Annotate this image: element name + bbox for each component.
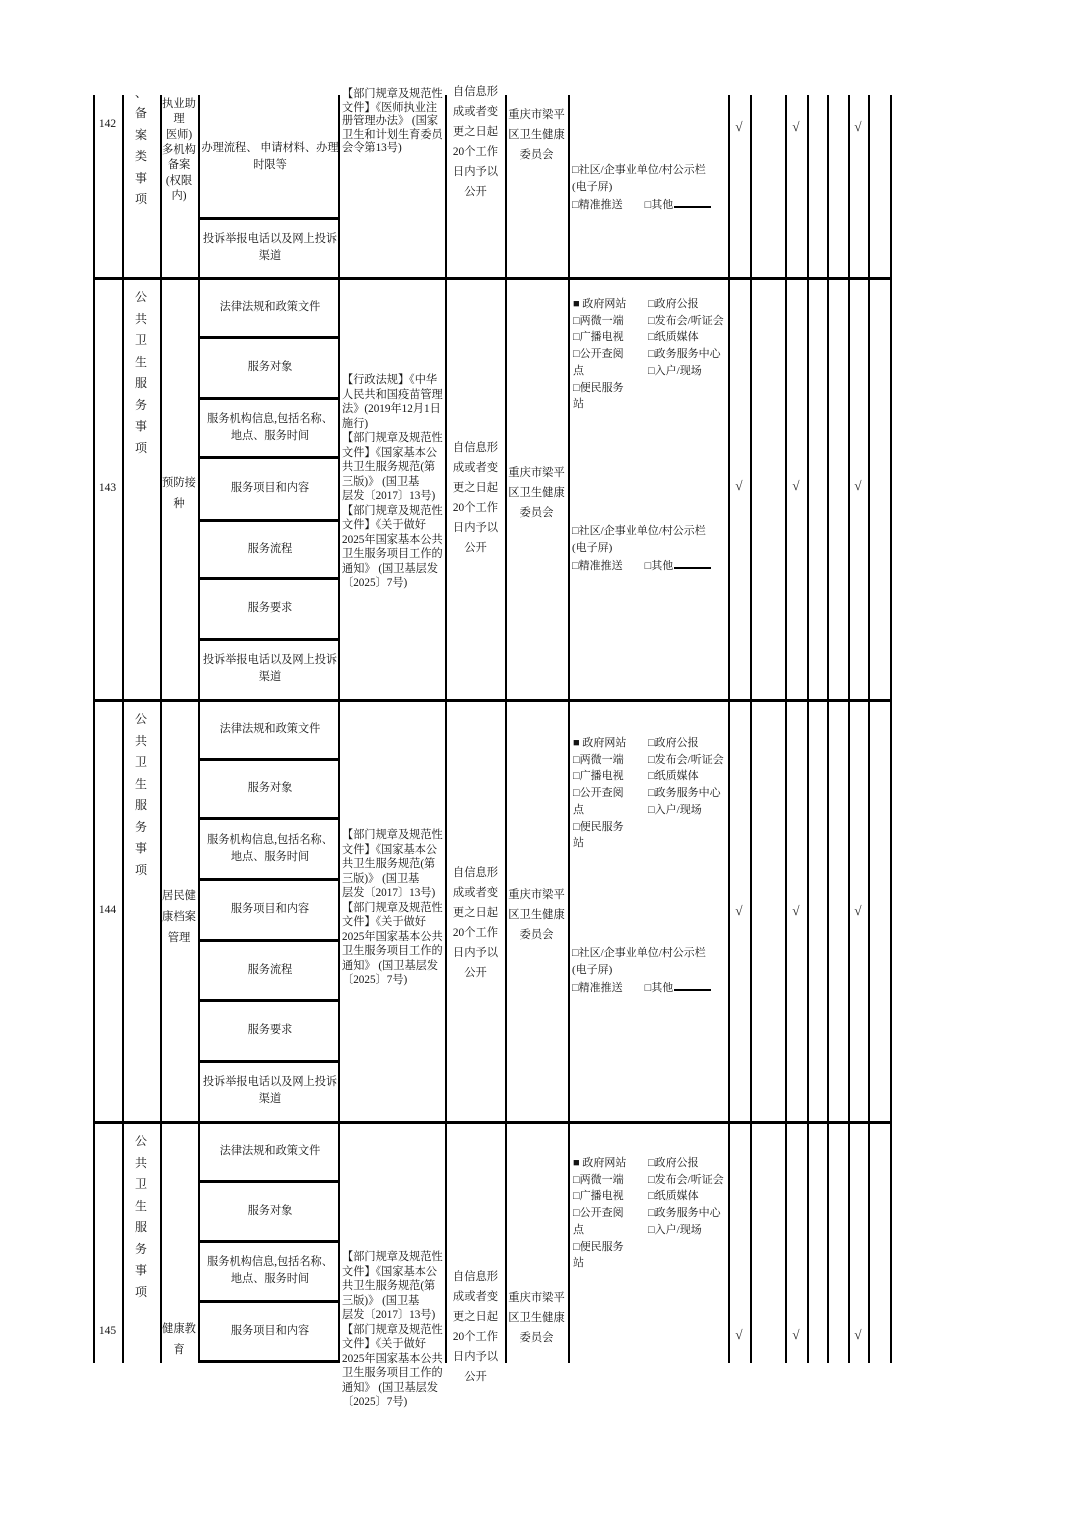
channel-option: □精准推送 [572,199,623,212]
legal-basis-line: 层发〔2017〕13号) [342,887,436,899]
timing-line: 更之日起 [452,907,499,919]
item-name-line: 理 [173,113,185,126]
channel-option: 站 [573,1257,584,1270]
category-char: 务 [134,1241,147,1256]
category-char: 生 [134,354,147,369]
column-border [827,278,829,699]
content-line: 服务流程 [247,963,293,976]
timing-line: 自信息形 [452,867,499,879]
column-border [868,95,870,277]
timing-line: 成或者变 [452,1291,499,1303]
content-line: 服务流程 [247,542,293,555]
channel-option: □政务服务中心 [648,348,721,361]
category-char: 卫 [134,755,147,769]
timing-line: 公开 [464,1371,487,1383]
row-number-cell: 143 [98,482,117,494]
channel-option: ■ 政府网站 [573,737,627,749]
org-line: 重庆市梁平 [508,109,565,121]
category-char: 类 [134,149,147,163]
timing-line: 更之日起 [452,1311,499,1323]
content-line: 服务对象 [247,361,293,373]
content-line: 办理流程、 申请材料、办理 [201,141,339,154]
legal-basis-line: 【部门规章及规范性 [342,901,443,914]
channel-option: □政府公报 [648,298,699,310]
content-cell [200,818,340,879]
channel-option: □其他 [644,560,674,573]
column-border [890,700,892,1121]
responsible-org-cell [506,885,567,945]
legal-basis-line: 【部门规章及规范性 [342,432,443,444]
content-line: 渠道 [258,249,282,262]
legal-basis-line: 【部门规章及规范性 [342,88,443,100]
channel-option: □发布会/听证会 [648,1173,724,1186]
legal-basis-line: 三版)》 (国卫基 [342,475,420,488]
channel-option: □政务服务中心 [648,1207,721,1220]
legal-basis-line: 卫生和计划生育委员 [342,128,443,141]
channel-option: □两微一端 [573,753,624,766]
legal-basis-line: 【行政法规】《中华 [342,374,438,386]
channel-options-right [648,1155,728,1239]
channel-option: □两微一端 [573,314,624,327]
item-name-line: 健康教 [162,1323,196,1335]
legal-basis-line: 〔2025〕7号) [342,974,408,986]
column-border [750,700,752,1121]
channel-option: □纸质媒体 [648,770,699,783]
content-cell [200,1241,340,1301]
channel-option: 点 [573,364,584,377]
org-line: 委员会 [519,929,554,941]
legal-basis-line: 三版)》 (国卫基 [342,1294,420,1307]
channels-bottom-group [572,523,729,576]
legal-basis-line: 会令第13号) [342,142,402,154]
channel-option: (电子屏) [572,181,613,194]
row-number-cell: 144 [98,904,117,916]
timing-line: 20个工作 [452,146,499,158]
category-char: 项 [134,1284,147,1299]
legal-basis-line: 文件】《国家基本公 [342,843,438,856]
legal-basis-line: 层发〔2017〕13号) [342,1309,436,1321]
checkmark: √ [735,119,743,134]
content-line: 投诉举报电话以及网上投诉 [202,1076,338,1088]
item-name-line: 预防接 [162,477,196,489]
channel-option: 站 [573,398,584,411]
channel-option: □精准推送 [572,982,623,995]
org-line: 委员会 [519,149,554,161]
org-line: 区卫生健康 [508,129,565,141]
channel-options-right [648,296,728,380]
channel-option: ■ 政府网站 [573,1157,627,1169]
content-line: 服务对象 [247,1204,293,1217]
category-char: 服 [134,1220,147,1234]
category-char: 事 [134,841,147,855]
column-border [750,278,752,699]
legal-basis-cell [342,88,443,156]
item-name-line: 育 [173,1344,185,1356]
column-border [807,95,809,277]
item-name-line: 医师) [165,128,193,141]
legal-basis-line: 〔2025〕7号) [342,577,408,589]
legal-basis-line: 人民共和国疫苗管理 [342,388,443,401]
column-border [827,700,829,1121]
responsible-org-cell [506,1288,567,1348]
content-line: 服务要求 [247,602,293,614]
channel-option: □便民服务 [573,1240,624,1253]
timing-line: 日内予以 [452,522,499,534]
column-border [807,1122,809,1363]
timing-line: 日内予以 [452,166,499,178]
channel-option: □其他 [644,982,674,995]
legal-basis-line: 三版)》 (国卫基 [342,872,420,885]
column-border [890,278,892,699]
channel-option: □社区/企事业单位/村公示栏 [572,164,706,176]
checkmark: √ [854,478,862,493]
channel-option: □政府公报 [648,737,699,749]
channel-option-row [572,196,729,214]
timing-line: 20个工作 [452,927,499,939]
column-border [568,278,570,699]
responsible-org-cell [506,105,567,165]
timing-line: 公开 [464,967,487,979]
legal-basis-line: 文件】《国家基本公 [342,1265,438,1278]
table-row [93,86,892,277]
content-line: 地点、服务时间 [230,850,310,863]
content-line: 服务项目和内容 [230,903,310,915]
checkmark: √ [854,1327,862,1342]
timing-line: 成或者变 [452,462,499,474]
content-line: 地点、服务时间 [230,429,310,442]
org-line: 重庆市梁平 [508,889,565,901]
channels-bottom-group [572,945,729,998]
channel-option: □广播电视 [573,331,624,344]
content-line: 服务机构信息,包括名称、 [207,1256,333,1268]
category-char: 项 [134,440,147,455]
column-border [868,278,870,699]
timing-line: 20个工作 [452,502,499,514]
timing-line: 自信息形 [452,86,499,98]
item-name-line: 内) [171,189,187,202]
table-row [93,1122,892,1408]
item-name-line: 执业助 [162,98,196,110]
channel-options-left [573,1155,653,1272]
timing-line: 日内予以 [452,947,499,959]
column-border [750,95,752,277]
org-line: 重庆市梁平 [508,467,565,479]
channel-options-right [648,735,728,819]
content-line: 服务要求 [247,1024,293,1036]
legal-basis-line: 层发〔2017〕13号) [342,490,436,502]
timing-cell [446,438,505,558]
content-line: 法律法规和政策文件 [219,1145,321,1157]
category-char: 服 [134,376,147,390]
legal-basis-line: 通知》 (国卫基层发 [342,959,439,972]
timing-line: 自信息形 [452,1271,499,1283]
category-char: 公 [134,290,147,304]
channel-option: □纸质媒体 [648,1190,699,1203]
timing-line: 更之日起 [452,126,499,138]
channel-option: □两微一端 [573,1173,624,1186]
content-cell [200,1122,340,1181]
org-line: 重庆市梁平 [508,1292,565,1304]
channel-option: 站 [573,837,584,850]
content-line: 服务项目和内容 [230,482,310,494]
channel-option: □公开查阅 [573,348,624,361]
legal-basis-line: 〔2025〕7号) [342,1396,408,1408]
channel-option: □入户/现场 [648,803,702,816]
channel-option: □政府公报 [648,1157,699,1169]
category-char: 服 [134,798,147,812]
legal-basis-line: 文件】《关于做好 [342,1338,426,1350]
content-cell [200,457,340,520]
legal-basis-line: 共卫生服务规范(第 [342,858,436,870]
channel-option: □便民服务 [573,820,624,833]
channel-option: 点 [573,803,584,816]
content-line: 服务项目和内容 [230,1324,310,1337]
channel-options-left [573,296,653,413]
category-char: 共 [134,1155,147,1170]
legal-basis-cell [342,373,443,591]
legal-basis-cell [342,828,443,988]
legal-basis-line: 文件】《国家基本公 [342,446,438,459]
content-cell [200,879,340,940]
content-line: 服务机构信息,包括名称、 [207,412,333,425]
legal-basis-line: 【部门规章及规范性 [342,1323,443,1336]
timing-line: 成或者变 [452,887,499,899]
content-cell [200,278,340,337]
item-name-line: 备案 [167,159,191,172]
channel-option: □精准推送 [572,560,623,573]
column-border [890,1122,892,1363]
item-name-line: 康档案 [162,911,196,923]
content-line: 服务机构信息,包括名称、 [207,833,333,846]
category-char: 项 [134,192,147,206]
legal-basis-line: 施行) [342,417,369,430]
content-cell [200,337,340,398]
legal-basis-line: 卫生服务项目工作的 [342,548,443,560]
legal-basis-line: 文件】《医师执业注 [342,101,438,114]
column-border [568,1122,570,1363]
content-cell [200,700,340,759]
channel-option: (电子屏) [572,964,613,977]
content-line: 渠道 [258,1093,282,1105]
column-border [868,1122,870,1363]
category-char: 公 [134,712,147,726]
column-border [890,95,892,277]
content-line: 投诉举报电话以及网上投诉 [202,654,338,666]
channel-option: □社区/企事业单位/村公示栏 [572,525,706,537]
org-line: 委员会 [519,507,554,519]
content-line: 渠道 [258,671,282,683]
checkmark: √ [854,119,862,134]
legal-basis-line: 共卫生服务规范(第 [342,1280,436,1292]
blank-line [674,196,711,208]
row-number-cell: 145 [98,1325,117,1337]
content-cell [200,1301,340,1361]
channel-option: □其他 [644,199,674,212]
blank-line [674,557,711,569]
channels-bottom-group [572,162,729,215]
timing-line: 20个工作 [452,1331,499,1343]
item-name-line: 居民健 [162,890,196,902]
responsible-org-cell [506,463,567,523]
category-char: 卫 [134,1177,147,1191]
column-border [868,700,870,1121]
legal-basis-line: 文件】《关于做好 [342,519,426,531]
item-name-line: 种 [173,498,185,510]
legal-basis-line: 【部门规章及规范性 [342,504,443,517]
channel-option: □发布会/听证会 [648,314,724,327]
content-cell [200,1061,340,1121]
content-line: 服务对象 [247,782,293,794]
checkmark: √ [792,478,800,493]
table-row [93,700,892,1121]
category-char: 案 [134,127,147,142]
legal-basis-line: 【部门规章及规范性 [342,1251,443,1263]
column-border [827,95,829,277]
legal-basis-line: 通知》 (国卫基层发 [342,562,439,575]
column-border [807,700,809,1121]
content-cell [200,398,340,457]
category-char: 卫 [134,333,147,347]
channel-option: □公开查阅 [573,1207,624,1220]
legal-basis-line: 2025年国家基本公共 [342,930,443,943]
checkmark: √ [792,1327,800,1342]
content-cell [200,1181,340,1241]
blank-line [674,979,711,991]
channel-option: □纸质媒体 [648,331,699,344]
content-line: 地点、服务时间 [230,1273,310,1285]
legal-basis-line: 2025年国家基本公共 [342,1352,443,1365]
timing-cell [446,1267,505,1387]
channel-option-row [572,557,729,575]
channel-option: (电子屏) [572,542,613,555]
category-char: 共 [134,311,147,326]
category-partial-char: 、 [134,86,147,100]
channel-option: □入户/现场 [648,364,702,377]
item-name-line: 多机构 [162,143,196,156]
category-char: 务 [134,397,147,412]
content-cell [200,1000,340,1061]
checkmark: √ [792,903,800,918]
channel-options-left [573,735,653,852]
legal-basis-line: 2025年国家基本公共 [342,533,443,546]
content-line: 法律法规和政策文件 [219,301,321,313]
org-line: 委员会 [519,1332,554,1344]
column-border [827,1122,829,1363]
item-name-line: (权限 [165,174,193,187]
content-cell [200,639,340,699]
legal-basis-line: 卫生服务项目工作的 [342,1367,443,1379]
channel-option-row [572,979,729,997]
checkmark: √ [735,903,743,918]
timing-line: 公开 [464,542,487,554]
timing-cell [446,863,505,983]
table-row [93,278,892,699]
category-char: 项 [134,862,147,877]
channel-option: □政务服务中心 [648,787,721,800]
column-border [750,1122,752,1363]
org-line: 区卫生健康 [508,1312,565,1324]
content-cell [200,940,340,1000]
checkmark: √ [735,1327,743,1342]
category-char: 事 [134,1263,147,1277]
timing-line: 公开 [464,186,487,198]
content-line: 法律法规和政策文件 [219,723,321,735]
item-name-line: 管理 [167,932,191,944]
channel-option: 点 [573,1223,584,1236]
timing-cell [446,82,505,202]
category-char: 公 [134,1134,147,1148]
checkmark: √ [735,478,743,493]
category-char: 生 [134,776,147,791]
legal-basis-line: 【部门规章及规范性 [342,829,443,841]
category-char: 生 [134,1198,147,1213]
timing-line: 成或者变 [452,106,499,118]
legal-basis-line: 文件】《关于做好 [342,916,426,928]
org-line: 区卫生健康 [508,487,565,499]
column-border [568,95,570,277]
column-border [807,278,809,699]
checkmark: √ [792,119,800,134]
channel-option: □广播电视 [573,1190,624,1203]
content-cell [200,578,340,639]
org-line: 区卫生健康 [508,909,565,921]
content-cell [200,218,340,277]
category-char: 事 [134,419,147,433]
channel-option: □社区/企事业单位/村公示栏 [572,947,706,959]
legal-basis-line: 通知》 (国卫基层发 [342,1381,439,1394]
row-number-cell: 142 [98,118,117,130]
category-char: 备 [134,106,147,120]
legal-basis-line: 法》(2019年12月1日 [342,403,441,415]
timing-line: 自信息形 [452,442,499,454]
content-line: 投诉举报电话以及网上投诉 [202,232,338,245]
checkmark: √ [854,903,862,918]
content-cell [200,520,340,578]
category-char: 事 [134,170,147,185]
channel-option: ■ 政府网站 [573,298,627,310]
timing-line: 更之日起 [452,482,499,494]
channel-option: □广播电视 [573,770,624,783]
legal-basis-line: 共卫生服务规范(第 [342,461,436,473]
channel-option: □发布会/听证会 [648,753,724,766]
column-border [568,700,570,1121]
category-char: 共 [134,733,147,748]
channel-option: □公开查阅 [573,787,624,800]
timing-line: 日内予以 [452,1351,499,1363]
content-cell [200,759,340,818]
channel-option: □便民服务 [573,381,624,394]
content-cell [200,95,340,218]
category-char: 务 [134,819,147,834]
legal-basis-line: 卫生服务项目工作的 [342,945,443,957]
content-line: 时限等 [253,158,287,171]
channel-option: □入户/现场 [648,1223,702,1236]
legal-basis-cell [342,1250,443,1410]
legal-basis-line: 册管理办法》 (国家 [342,115,439,127]
